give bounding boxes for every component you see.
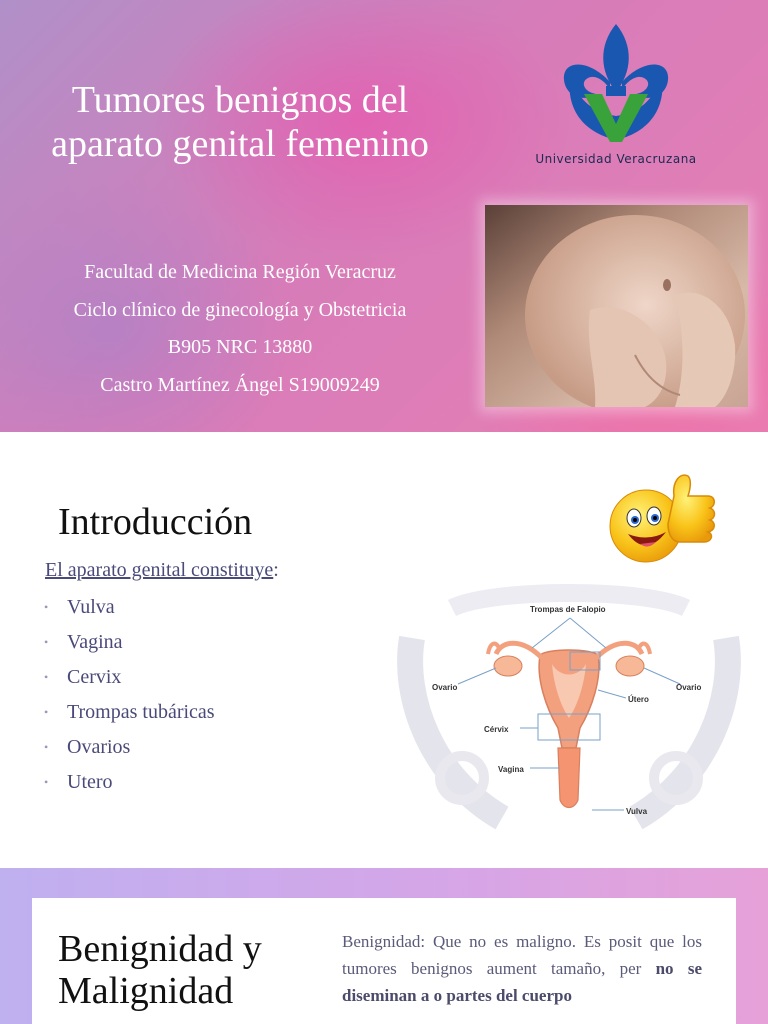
label-ovario-right: Ovario (676, 683, 702, 692)
list-item (44, 625, 215, 660)
student-line: Castro Martínez Ángel S19009249 (100, 373, 380, 396)
label-utero: Útero (628, 695, 649, 704)
title-line-1: Tumores benignos del (71, 79, 409, 121)
list-item-label: Vulva (67, 596, 115, 618)
label-ovario-left: Ovario (432, 683, 458, 692)
definition-bold: no se diseminan a o partes del cuerpo (342, 959, 702, 1005)
bullet-icon: • (44, 670, 49, 684)
label-trompas: Trompas de Falopio (530, 605, 606, 614)
university-name: Universidad Veracruzana (535, 152, 697, 166)
label-vulva: Vulva (626, 807, 648, 816)
presentation-title (20, 78, 460, 166)
reproductive-anatomy-diagram (392, 578, 746, 836)
label-vagina: Vagina (498, 765, 524, 774)
course-line: Ciclo clínico de ginecología y Obstetricia (73, 298, 407, 321)
list-item (44, 730, 215, 765)
list-item (44, 590, 215, 625)
bullet-icon: • (44, 600, 49, 614)
thumbs-up-smiley-icon (604, 466, 726, 572)
title-line-1: Benignidad y (58, 928, 262, 970)
bullet-icon: • (44, 775, 49, 789)
title-slide (0, 0, 768, 432)
list-item (44, 695, 215, 730)
list-item (44, 660, 215, 695)
bullet-icon: • (44, 635, 49, 649)
definition-plain: Benignidad: Que no es maligno. Es posit que los tumores benignos aument tamaño, per (342, 932, 702, 978)
fleur-de-lis-logo (526, 20, 706, 172)
list-item (44, 765, 215, 800)
faculty-line: Facultad de Medicina Región Veracruz (84, 261, 396, 283)
content-card (32, 898, 736, 1024)
list-heading-colon: : (273, 559, 279, 581)
list-item-label: Ovarios (67, 736, 131, 758)
benignity-slide (0, 868, 768, 1024)
slide-title: Introducción (58, 501, 253, 543)
list-heading-text: El aparato genital constituye (45, 559, 274, 581)
list-item-label: Cervix (67, 666, 122, 688)
list-heading (45, 559, 279, 582)
author-info (20, 254, 460, 404)
abdomen-photo (485, 205, 748, 407)
list-item-label: Utero (67, 771, 113, 793)
nrc-line: B905 NRC 13880 (167, 336, 313, 358)
label-cervix: Cérvix (484, 725, 509, 734)
definition-text (342, 928, 702, 1009)
slide-title (58, 928, 262, 1012)
bullet-icon: • (44, 705, 49, 719)
bullet-icon: • (44, 740, 49, 754)
list-item-label: Vagina (67, 631, 123, 653)
list-item-label: Trompas tubáricas (67, 701, 215, 723)
title-line-2: aparato genital femenino (51, 123, 429, 165)
organ-list (44, 590, 215, 800)
introduction-slide (0, 432, 768, 868)
title-line-2: Malignidad (58, 970, 234, 1012)
